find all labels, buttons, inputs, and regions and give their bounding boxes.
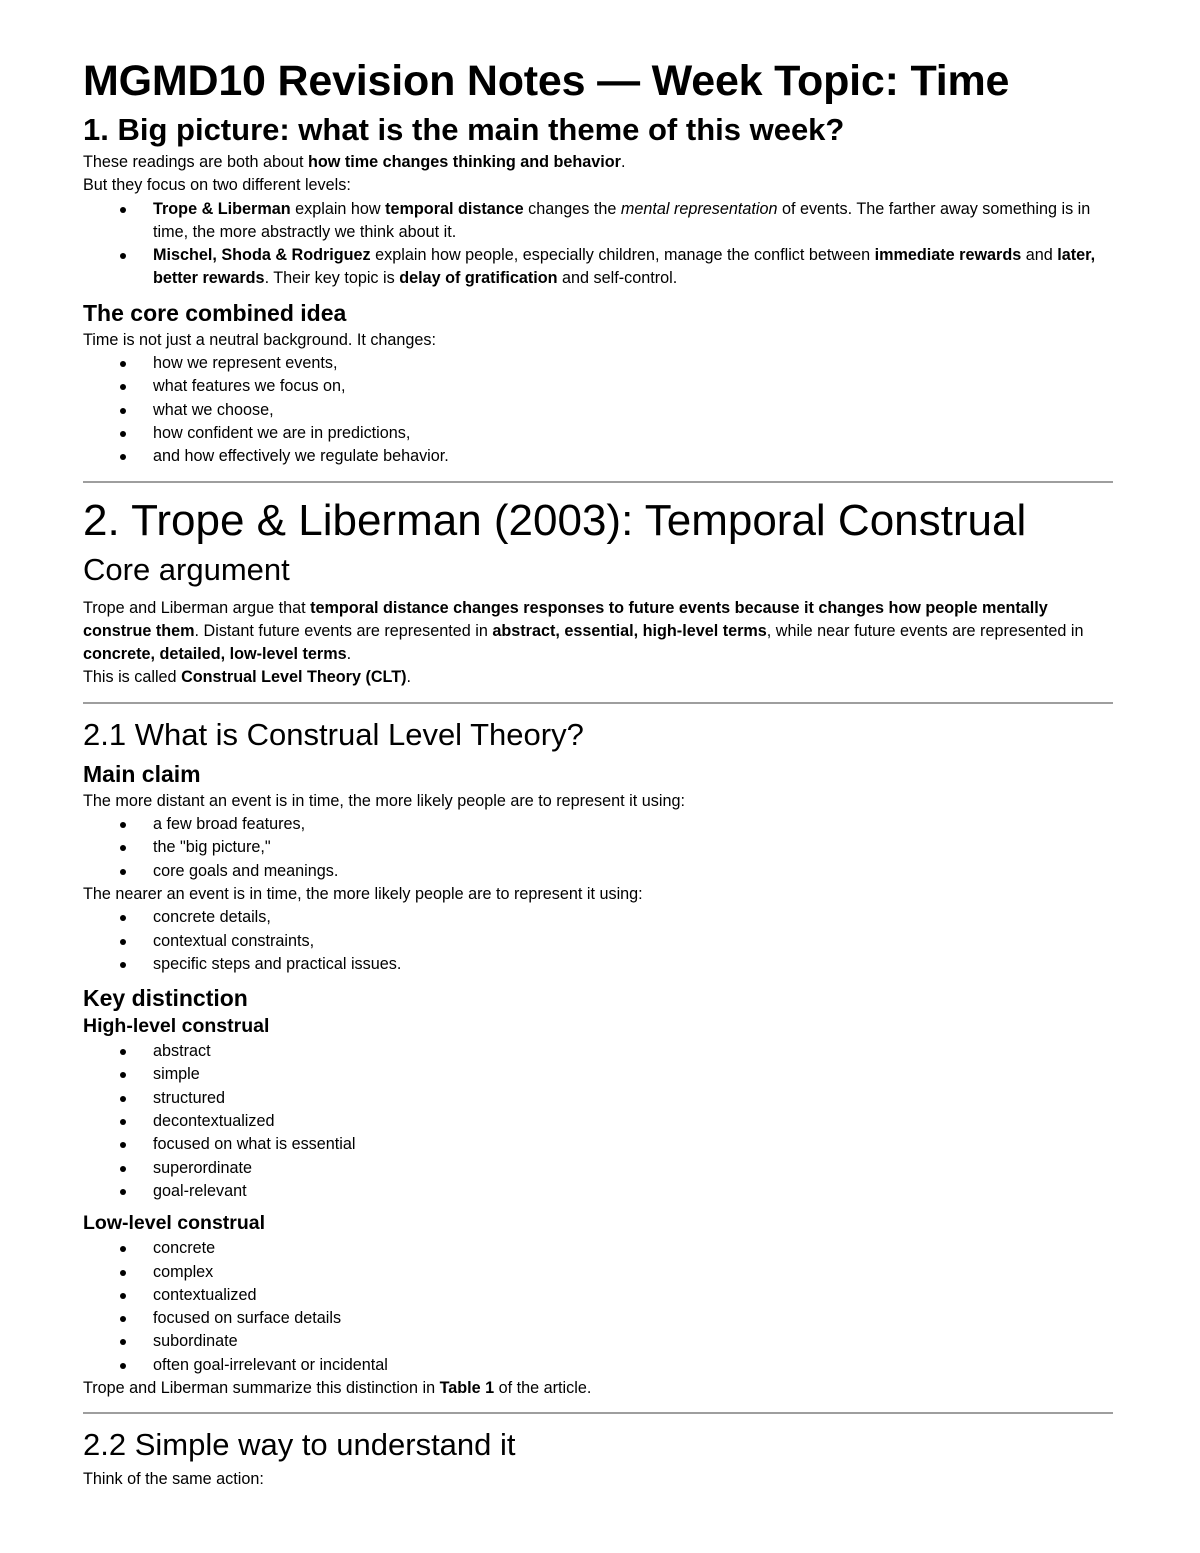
clt-paragraph: This is called Construal Level Theory (CLT). [83,668,412,687]
list-item: goal-relevant [83,1180,1113,1203]
list-item: Mischel, Shoda & Rodriguez explain how people, especially children, manage the conflict between immediate rewards and later, better rewards. Their key topic is delay of gratification and self-control. [83,244,1113,291]
document-title: MGMD10 Revision Notes — Week Topic: Time [83,57,1010,105]
levels-list [83,198,1113,291]
list-item: specific steps and practical issues. [83,953,1113,976]
main-claim-heading: Main claim [83,760,201,787]
list-item: superordinate [83,1157,1113,1180]
distant-intro: The more distant an event is in time, the more likely people are to represent it using: [83,791,685,810]
list-item: the "big picture," [83,836,1113,859]
list-item: how we represent events, [83,352,1113,375]
section-2-1-heading: 2.1 What is Construal Level Theory? [83,716,584,752]
core-combined-idea-heading: The core combined idea [83,299,347,326]
list-item: abstract [83,1040,1113,1063]
section-2-heading: 2. Trope & Liberman (2003): Temporal Construal [83,495,1027,545]
section-1-levels: But they focus on two different levels: [83,176,351,195]
section-2-2-intro: Think of the same action: [83,1470,264,1489]
list-item: and how effectively we regulate behavior. [83,445,1113,468]
list-item: concrete details, [83,906,1113,929]
section-1-heading: 1. Big picture: what is the main theme of this week? [83,112,845,147]
distant-list [83,813,1113,883]
divider [83,702,1113,704]
section-1-intro: These readings are both about how time changes thinking and behavior. [83,153,626,171]
list-item: what features we focus on, [83,375,1113,398]
core-intro: Time is not just a neutral background. It changes: [83,330,437,349]
list-item: what we choose, [83,399,1113,422]
key-distinction-heading: Key distinction [83,985,248,1012]
list-item: decontextualized [83,1110,1113,1133]
core-argument-paragraph: Trope and Liberman argue that temporal distance changes responses to future events because it changes how people mentally construe them. Distant future events are represented in abstract, essential, high-level terms, while near future events are represented in concrete, detailed, low-level terms. [83,598,1084,664]
list-item: Trope & Liberman explain how temporal distance changes the mental representation of events. The farther away something is in time, the more abstractly we think about it. [83,198,1113,245]
low-level-list [83,1237,1113,1377]
document-page [83,55,1113,1492]
list-item: simple [83,1063,1113,1086]
high-level-heading: High-level construal [83,1015,270,1038]
list-item: contextual constraints, [83,930,1113,953]
high-level-list [83,1040,1113,1203]
divider [83,1412,1113,1414]
table-summary: Trope and Liberman summarize this distinction in Table 1 of the article. [83,1378,592,1397]
list-item: focused on surface details [83,1307,1113,1330]
list-item: core goals and meanings. [83,860,1113,883]
section-2-2-heading: 2.2 Simple way to understand it [83,1427,516,1463]
list-item: complex [83,1261,1113,1284]
list-item: subordinate [83,1330,1113,1353]
list-item: how confident we are in predictions, [83,422,1113,445]
list-item: often goal-irrelevant or incidental [83,1354,1113,1377]
list-item: focused on what is essential [83,1133,1113,1156]
list-item: a few broad features, [83,813,1113,836]
near-intro: The nearer an event is in time, the more likely people are to represent it using: [83,884,643,903]
list-item: concrete [83,1237,1113,1260]
low-level-heading: Low-level construal [83,1212,266,1235]
list-item: contextualized [83,1284,1113,1307]
core-argument-heading: Core argument [83,551,290,587]
list-item: structured [83,1087,1113,1110]
core-list [83,352,1113,468]
near-list [83,906,1113,976]
divider [83,481,1113,483]
